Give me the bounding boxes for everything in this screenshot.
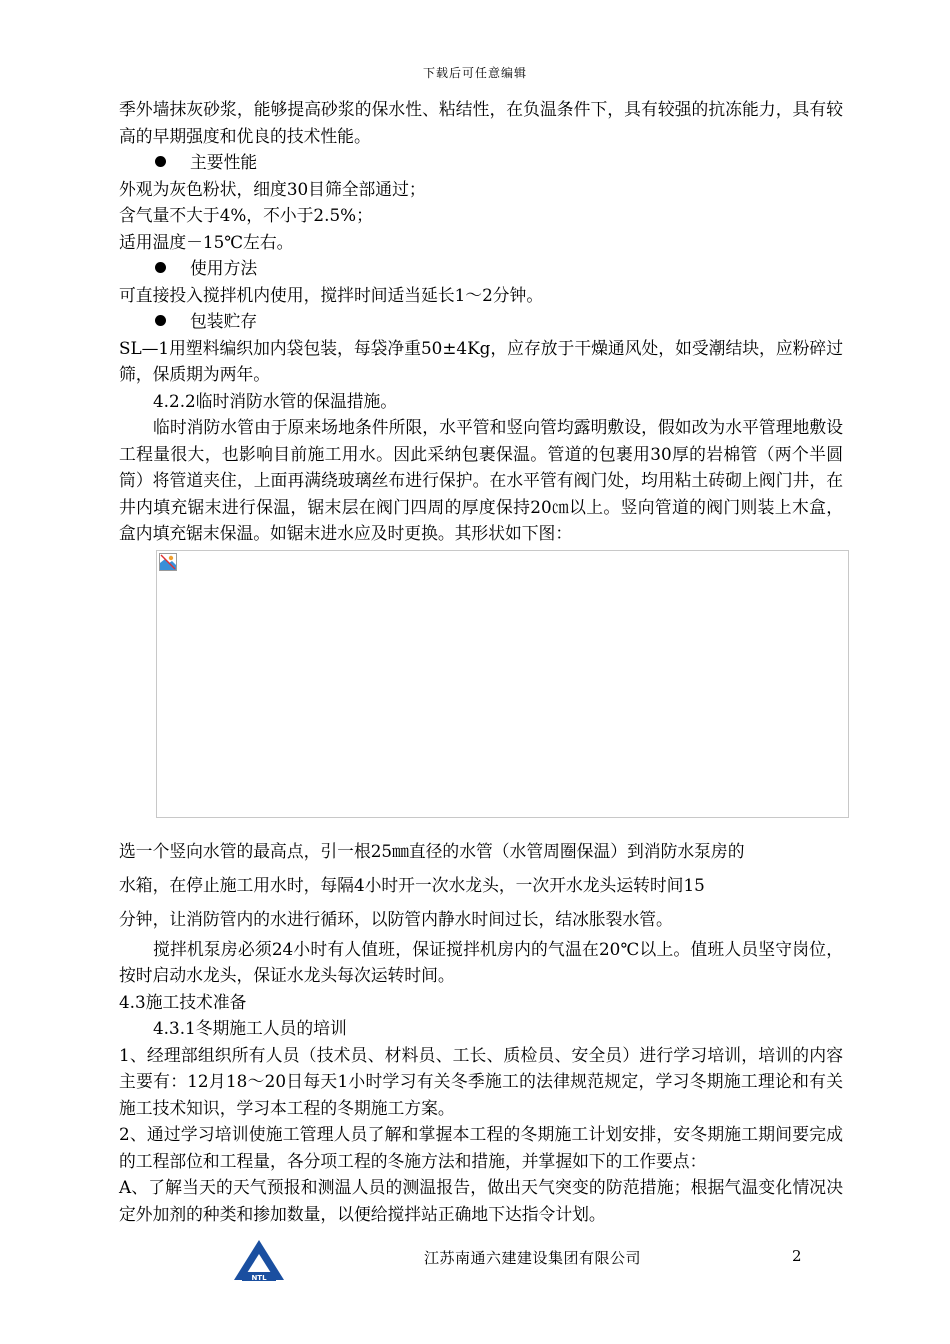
bullet-item bbox=[119, 255, 843, 282]
paragraph: 选一个竖向水管的最高点，引一根25㎜直径的水管（水管周圈保温）到消防水泵房的 bbox=[119, 840, 745, 861]
paragraph: 可直接投入搅拌机内使用，搅拌时间适当延长1～2分钟。 bbox=[119, 284, 544, 305]
paragraph: 季外墙抹灰砂浆，能够提高砂浆的保水性、粘结性，在负温条件下，具有较强的抗冻能力，具有较高的早期强度和优良的技术性能。 bbox=[119, 99, 843, 146]
document-body bbox=[119, 96, 843, 1227]
paragraph: 1、经理部组织所有人员（技术员、材料员、工长、质检员、安全员）进行学习培训，培训的内容主要有：12月18～20日每天1小时学习有关冬季施工的法律规范规定，学习冬期施工理论和有关施工技术知识，学习本工程的冬期施工方案。 bbox=[119, 1044, 843, 1118]
paragraph: A、了解当天的天气预报和测温人员的测温报告，做出天气突变的防范措施；根据气温变化情况决定外加剂的种类和掺加数量，以便给搅拌站正确地下达指令计划。 bbox=[119, 1177, 843, 1224]
section-heading: 4.2.2临时消防水管的保温措施。 bbox=[153, 390, 398, 411]
logo-text: NTL bbox=[251, 1274, 267, 1282]
broken-image-icon bbox=[159, 553, 177, 571]
figure-placeholder bbox=[156, 550, 849, 818]
bullet-icon bbox=[155, 315, 166, 326]
bullet-item bbox=[119, 149, 843, 176]
paragraph: 水箱，在停止施工用水时，每隔4小时开一次水龙头，一次开水龙头运转时间15 bbox=[119, 874, 705, 895]
footer bbox=[0, 1238, 950, 1288]
paragraph: 搅拌机泵房必须24小时有人值班，保证搅拌机房内的气温在20℃以上。值班人员坚守岗位，按时启动水龙头，保证水龙头每次运转时间。 bbox=[119, 938, 843, 985]
paragraph: 外观为灰色粉状，细度30目筛全部通过； bbox=[119, 178, 426, 199]
bullet-icon bbox=[155, 156, 166, 167]
company-name: 江苏南通六建建设集团有限公司 bbox=[424, 1249, 642, 1267]
bullet-label: 主要性能 bbox=[190, 152, 258, 172]
bullet-item bbox=[119, 308, 843, 335]
header-note: 下载后可任意编辑 bbox=[422, 66, 527, 80]
paragraph: SL—1用塑料编织加内袋包装，每袋净重50±4Kg，应存放于干燥通风处，如受潮结块，应粉碎过筛，保质期为两年。 bbox=[119, 337, 843, 384]
paragraph: 分钟，让消防管内的水进行循环，以防管内静水时间过长，结冰胀裂水管。 bbox=[119, 908, 673, 929]
page-number: 2 bbox=[792, 1247, 802, 1265]
subsection-heading: 4.3.1冬期施工人员的培训 bbox=[153, 1018, 347, 1038]
bullet-label: 包装贮存 bbox=[190, 311, 258, 331]
paragraph: 2、通过学习培训使施工管理人员了解和掌握本工程的冬期施工计划安排，安冬期施工期间要完成的工程部位和工程量，各分项工程的冬施方法和措施，并掌握如下的工作要点： bbox=[119, 1124, 843, 1171]
bullet-icon bbox=[155, 262, 166, 273]
bullet-label: 使用方法 bbox=[190, 258, 258, 278]
paragraph: 适用温度－15℃左右。 bbox=[119, 231, 294, 252]
paragraph: 临时消防水管由于原来场地条件所限，水平管和竖向管均露明敷设，假如改为水平管理地敷设工程量很大，也影响目前施工用水。因此采纳包裹保温。管道的包裹用30厚的岩棉管（两个半圆筒）将管道夹住，上面再满绕玻璃丝布进行保护。在水平管有阀门处，均用粘土砖砌上阀门井，在井内填充锯末进行保温，锯末层在阀门四周的厚度保持20㎝以上。竖向管道的阀门则装上木盒，盒内填充锯末保温。如锯末进水应及时更换。其形状如下图： bbox=[119, 417, 843, 543]
section-heading: 4.3施工技术准备 bbox=[119, 991, 247, 1012]
company-logo bbox=[232, 1238, 286, 1286]
paragraph: 含气量不大于4%，不小于2.5%； bbox=[119, 205, 373, 225]
